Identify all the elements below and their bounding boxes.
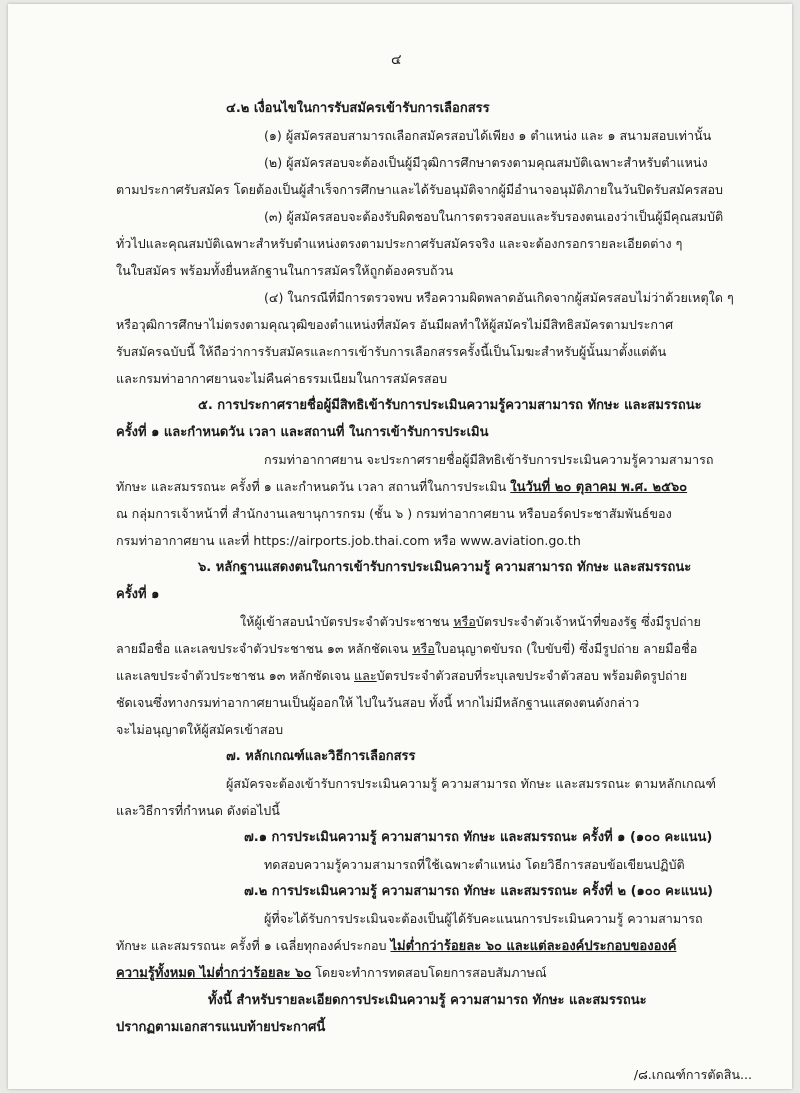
s6-line5: จะไม่อนุญาตให้ผู้สมัครเข้าสอบ <box>116 722 284 737</box>
s7-line1: ผู้สมัครจะต้องเข้ารับการประเมินความรู้ ความสามารถ ทักษะ และสมรรถนะ ตามหลักเกณฑ์ <box>226 776 716 791</box>
s6-line3-b: บัตรประจำตัวสอบที่ระบุเลขประจำตัวสอบ พร้อมติดรูปถ่าย <box>376 668 688 683</box>
s6-line3 <box>116 667 687 685</box>
s6-line3-and: และ <box>354 668 377 683</box>
s6-line4: ชัดเจนซึ่งทางกรมท่าอากาศยานเป็นผู้ออกให้ ไปในวันสอบ ทั้งนี้ หากไม่มีหลักฐานแสดงตนดังกล่าว <box>116 695 640 710</box>
s42-p3-line3: ในใบสมัคร พร้อมทั้งยื่นหลักฐานในการสมัครให้ถูกต้องครบถ้วน <box>116 263 454 278</box>
s6-line1-or: หรือ <box>453 614 476 629</box>
s42-p3-line2: ทั่วไปและคุณสมบัติเฉพาะสำหรับตำแหน่งตรงตามประกาศรับสมัครจริง และจะต้องกรอกรายละเอียดต่าง ๆ <box>116 236 683 251</box>
s72-line2-a: ทักษะ และสมรรถนะ ครั้งที่ ๑ เฉลี่ยทุกองค์ประกอบ <box>116 938 391 953</box>
section-5-heading-line2: ครั้งที่ ๑ และกำหนดวัน เวลา และสถานที่ ในการเข้ารับการประเมิน <box>116 425 489 440</box>
s71-body: ทดสอบความรู้ความสามารถที่ใช้เฉพาะตำแหน่ง โดยวิธีการสอบข้อเขียนปฏิบัติ <box>264 857 685 872</box>
s72-line3-criteria: ความรู้ทั้งหมด ไม่ต่ำกว่าร้อยละ ๖๐ <box>116 966 312 981</box>
section-4-2-heading: ๔.๒ เงื่อนไขในการรับสมัครเข้ารับการเลือกสรร <box>226 101 490 116</box>
s42-p4-line1: (๔) ในกรณีที่มีการตรวจพบ หรือความผิดพลาดอันเกิดจากผู้สมัครสอบไม่ว่าด้วยเหตุใด ๆ <box>264 290 734 305</box>
s72-line3 <box>116 964 547 983</box>
section-7-heading: ๗. หลักเกณฑ์และวิธีการเลือกสรร <box>226 749 416 764</box>
s6-line2 <box>116 640 697 658</box>
s6-line1-b: บัตรประจำตัวเจ้าหน้าที่ของรัฐ ซึ่งมีรูปถ่าย <box>475 614 701 629</box>
s6-line2-b: ใบอนุญาตขับรถ (ใบขับขี่) ซึ่งมีรูปถ่าย ลายมือชื่อ <box>434 641 698 656</box>
s72-line2 <box>116 937 676 956</box>
s5-line1: กรมท่าอากาศยาน จะประกาศรายชื่อผู้มีสิทธิเข้ารับการประเมินความรู้ความสามารถ <box>264 452 714 467</box>
section-7-1-heading: ๗.๑ การประเมินความรู้ ความสามารถ ทักษะ และสมรรถนะ ครั้งที่ ๑ (๑๐๐ คะแนน) <box>244 830 713 845</box>
s6-line2-a: ลายมือชื่อ และเลขประจำตัวประชาชน ๑๓ หลักชัดเจน <box>116 641 413 656</box>
s7-line2: และวิธีการที่กำหนด ดังต่อไปนี้ <box>116 803 280 818</box>
s6-line1 <box>240 613 701 631</box>
s5-line2-text: ทักษะ และสมรรถนะ ครั้งที่ ๑ และกำหนดวัน เวลา สถานที่ในการประเมิน <box>116 479 511 494</box>
s6-line3-a: และเลขประจำตัวประชาชน ๑๓ หลักชัดเจน <box>116 668 355 683</box>
s6-line1-a: ให้ผู้เข้าสอบนำบัตรประจำตัวประชาชน <box>240 614 454 629</box>
section-7-2-heading: ๗.๒ การประเมินความรู้ ความสามารถ ทักษะ และสมรรถนะ ครั้งที่ ๒ (๑๐๐ คะแนน) <box>244 884 713 899</box>
closing-line1: ทั้งนี้ สำหรับรายละเอียดการประเมินความรู้ ความสามารถ ทักษะ และสมรรถนะ <box>208 993 647 1008</box>
s5-line3: ณ กลุ่มการเจ้าหน้าที่ สำนักงานเลขานุการกรม (ชั้น ๖ ) กรมท่าอากาศยาน หรือบอร์ดประชาสัมพันธ์ของ <box>116 506 672 521</box>
s5-announcement-date: ในวันที่ ๒๐ ตุลาคม พ.ศ. ๒๕๖๐ <box>510 480 688 495</box>
s42-p4-line2: หรือวุฒิการศึกษาไม่ตรงตามคุณวุฒิของตำแหน่งที่สมัคร อันมีผลทำให้ผู้สมัครไม่มีสิทธิสมัครตามประกาศ <box>116 317 674 332</box>
s72-line2-criteria: ไม่ต่ำกว่าร้อยละ ๖๐ และแต่ละองค์ประกอบขององค์ <box>390 939 677 954</box>
s42-p3-line1: (๓) ผู้สมัครสอบจะต้องรับผิดชอบในการตรวจสอบและรับรองตนเองว่าเป็นผู้มีคุณสมบัติ <box>264 209 724 224</box>
closing-line2: ปรากฏตามเอกสารแนบท้ายประกาศนี้ <box>116 1020 326 1035</box>
section-6-heading-line2: ครั้งที่ ๑ <box>116 587 160 602</box>
s42-p2-line1: (๒) ผู้สมัครสอบจะต้องเป็นผู้มีวุฒิการศึกษาตรงตามคุณสมบัติเฉพาะสำหรับตำแหน่ง <box>264 155 708 170</box>
s5-line4: กรมท่าอากาศยาน และที่ https://airports.job.thai.com หรือ www.aviation.go.th <box>116 533 581 548</box>
page-footer-continuation: /๘.เกณฑ์การตัดสิน... <box>633 1067 752 1082</box>
document-page <box>8 4 792 1089</box>
s42-p1: (๑) ผู้สมัครสอบสามารถเลือกสมัครสอบได้เพียง ๑ ตำแหน่ง และ ๑ สนามสอบเท่านั้น <box>264 128 712 143</box>
s5-line2 <box>116 478 687 497</box>
page-number: ๔ <box>391 52 402 68</box>
section-5-heading-line1: ๕. การประกาศรายชื่อผู้มีสิทธิเข้ารับการประเมินความรู้ความสามารถ ทักษะ และสมรรถนะ <box>198 398 702 413</box>
s42-p2-line2: ตามประกาศรับสมัคร โดยต้องเป็นผู้สำเร็จการศึกษาและได้รับอนุมัติจากผู้มีอำนาจอนุมัติภายในวันปิดรับสมัครสอบ <box>116 182 724 197</box>
s72-line1: ผู้ที่จะได้รับการประเมินจะต้องเป็นผู้ได้รับคะแนนการประเมินความรู้ ความสามารถ <box>264 911 703 926</box>
s72-line3-b: โดยจะทำการทดสอบโดยการสอบสัมภาษณ์ <box>311 965 547 980</box>
s6-line2-or: หรือ <box>412 641 435 656</box>
section-6-heading-line1: ๖. หลักฐานแสดงตนในการเข้ารับการประเมินความรู้ ความสามารถ ทักษะ และสมรรถนะ <box>198 560 692 575</box>
s42-p4-line3: รับสมัครฉบับนี้ ให้ถือว่าการรับสมัครและการเข้ารับการเลือกสรรครั้งนี้เป็นโมฆะสำหรับผู้นั้นมาตั้งแต่ต้น <box>116 344 667 359</box>
s42-p4-line4: และกรมท่าอากาศยานจะไม่คืนค่าธรรมเนียมในการสมัครสอบ <box>116 371 448 386</box>
